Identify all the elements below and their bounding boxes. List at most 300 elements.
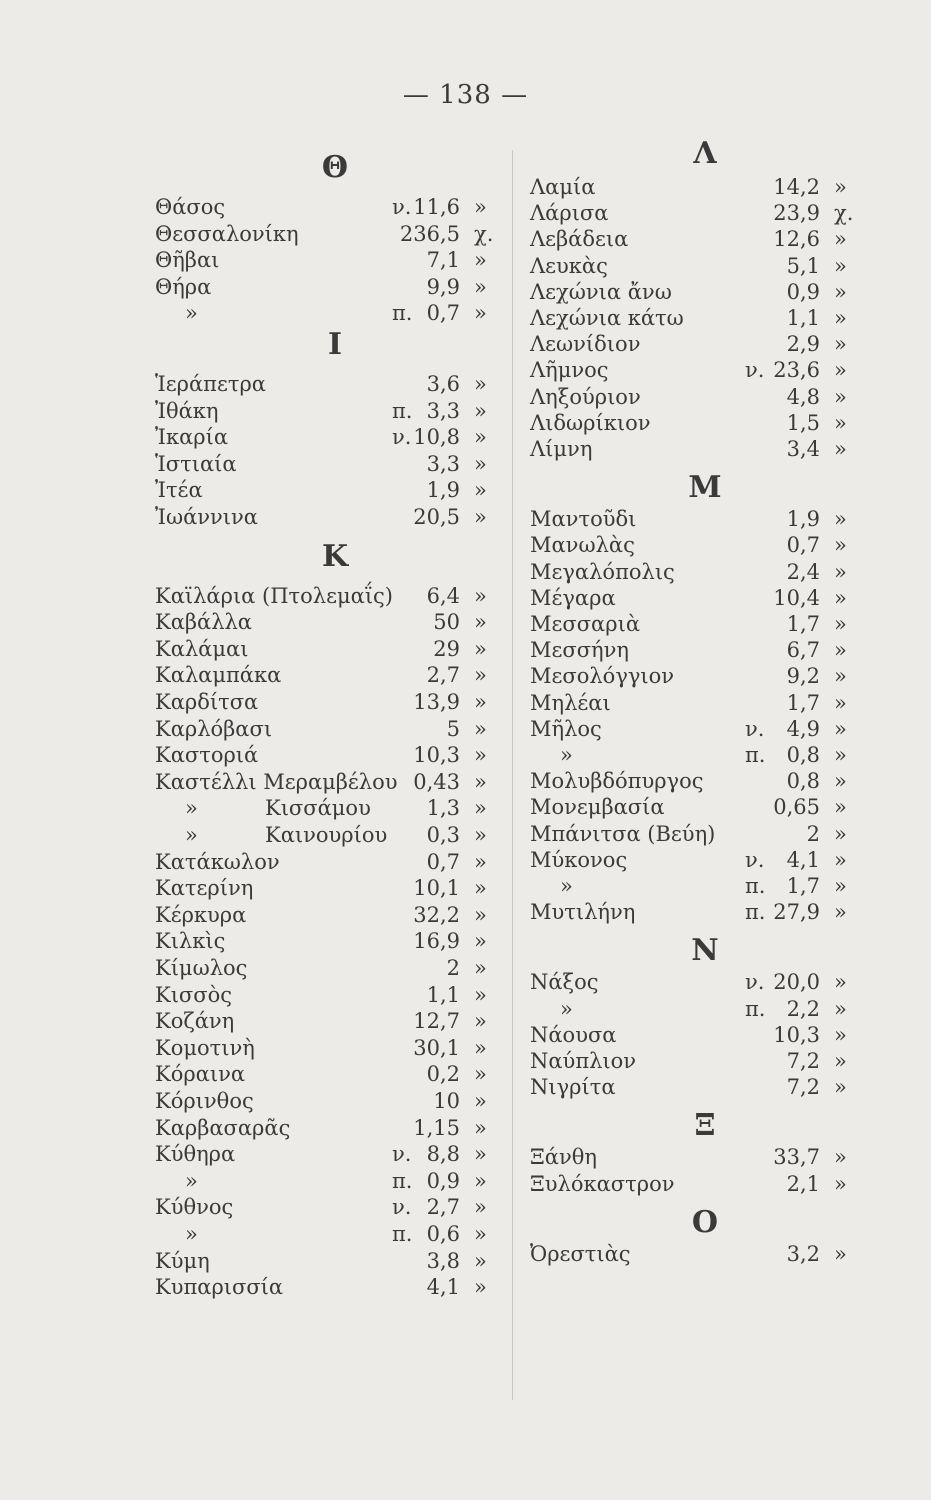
- population-value: 1,9: [786, 507, 820, 532]
- unit-mark: »: [834, 638, 847, 663]
- unit-mark: »: [474, 1009, 487, 1034]
- population-value: 1,5: [786, 410, 820, 435]
- unit-mark: »: [834, 437, 847, 461]
- index-entry: [530, 226, 890, 252]
- index-entry: [530, 410, 890, 436]
- place-name: Ναύπλιον: [530, 1049, 637, 1073]
- place-name: Μονεμβασία: [530, 795, 665, 820]
- unit-mark: »: [474, 823, 487, 847]
- population-value: 3,8: [426, 1248, 460, 1273]
- place-name: Θάσος: [155, 195, 226, 219]
- unit-mark: »: [474, 505, 487, 529]
- index-entry: [155, 742, 510, 768]
- index-entry: [155, 1088, 510, 1114]
- place-name: Ληξούριον: [530, 384, 641, 409]
- index-entry: [530, 279, 890, 305]
- unit-mark: »: [474, 451, 487, 476]
- index-entry: [155, 504, 510, 530]
- population-value: 10,3: [413, 743, 460, 768]
- place-name: Μυτιλήνη: [530, 900, 636, 925]
- population-value: 0,9: [786, 279, 820, 304]
- index-entry: [530, 969, 890, 995]
- unit-mark: »: [834, 970, 847, 995]
- unit-mark: »: [474, 956, 487, 980]
- place-name: Καρδίτσα: [155, 690, 259, 714]
- place-name: Μεσσήνη: [530, 638, 629, 663]
- unit-mark: »: [474, 398, 487, 423]
- section-letter: Ξ: [694, 1108, 716, 1144]
- index-entry: [530, 899, 890, 925]
- place-name: Λεωνίδιον: [530, 332, 641, 357]
- index-entry: [155, 769, 510, 795]
- index-entry: [530, 1144, 890, 1170]
- place-name: Μεσσαριὰ: [530, 612, 640, 636]
- population-value: 2,7: [426, 663, 460, 688]
- place-name: Κατάκωλον: [155, 849, 280, 874]
- place-name: Ἰκαρία: [155, 425, 229, 450]
- population-value: 2,7: [426, 1195, 460, 1220]
- unit-mark: »: [834, 384, 847, 409]
- unit-mark: »: [834, 332, 847, 357]
- index-entry: [530, 1022, 890, 1048]
- index-entry: [530, 331, 890, 357]
- island-port-mark: ν.: [745, 358, 765, 383]
- place-name: Κύθνος: [155, 1195, 234, 1220]
- population-value: 2,9: [786, 332, 820, 357]
- population-value: 2,1: [786, 1171, 820, 1196]
- place-name: »: [185, 1222, 198, 1246]
- index-entry: [155, 398, 510, 424]
- place-name: Μῆλος: [530, 716, 602, 741]
- place-name: Καστοριά: [155, 743, 259, 768]
- place-name: Θῆβαι: [155, 248, 220, 273]
- population-value: 1,1: [786, 306, 820, 330]
- index-entry: [155, 274, 510, 300]
- population-value: 6,7: [786, 638, 820, 663]
- unit-mark: »: [834, 821, 847, 846]
- index-entry: [155, 1168, 510, 1194]
- unit-mark: »: [474, 743, 487, 768]
- index-entry: [530, 532, 890, 558]
- unit-mark: »: [834, 716, 847, 741]
- population-value: 0,2: [426, 1062, 460, 1087]
- place-name: Μαντοῦδι: [530, 507, 637, 532]
- unit-mark: »: [474, 195, 487, 219]
- index-entry: [155, 662, 510, 688]
- place-name: »: [185, 301, 198, 326]
- unit-mark: »: [474, 982, 487, 1007]
- index-entry: [155, 875, 510, 901]
- population-value: 2: [806, 821, 820, 846]
- population-value: 4,1: [786, 847, 820, 872]
- place-name: Λεχώνια ἄνω: [530, 279, 672, 304]
- unit-mark: »: [834, 743, 847, 767]
- population-value: 0,7: [426, 849, 460, 874]
- unit-mark: »: [474, 1222, 487, 1246]
- index-entry: [530, 200, 890, 226]
- population-value: 2: [446, 956, 460, 980]
- unit-mark: χ.: [474, 221, 494, 246]
- index-entry: [155, 1115, 510, 1141]
- index-entry: [530, 1074, 890, 1100]
- unit-mark: »: [834, 900, 847, 925]
- population-value: 0,8: [786, 743, 820, 767]
- unit-mark: »: [474, 1275, 487, 1300]
- place-name: Κόρινθος: [155, 1089, 254, 1113]
- section-letter: Θ: [321, 150, 349, 185]
- island-port-mark: ν.: [392, 195, 412, 219]
- place-name: Ὀρεστιὰς: [530, 1241, 631, 1266]
- unit-mark: »: [834, 612, 847, 636]
- index-entry: [155, 1141, 510, 1167]
- index-entry: [155, 982, 510, 1008]
- population-value: 7,2: [786, 1049, 820, 1073]
- place-name: Κοζάνη: [155, 1009, 235, 1034]
- unit-mark: »: [474, 301, 487, 326]
- index-entry: [155, 1008, 510, 1034]
- section-letter: Μ: [688, 470, 722, 506]
- population-value: 27,9: [773, 900, 820, 925]
- index-entry: [530, 847, 890, 873]
- unit-mark: »: [834, 410, 847, 435]
- place-name: Κύθηρα: [155, 1142, 236, 1167]
- place-name: »: [185, 796, 198, 821]
- population-value: 30,1: [413, 1035, 460, 1060]
- unit-mark: χ.: [834, 201, 854, 226]
- population-value: 236,5: [399, 221, 460, 246]
- unit-mark: »: [474, 1142, 487, 1167]
- index-entry: [155, 609, 510, 635]
- index-entry: [155, 716, 510, 742]
- island-port-mark: ν.: [392, 425, 412, 450]
- index-entry: [155, 1248, 510, 1274]
- unit-mark: »: [834, 690, 847, 715]
- unit-mark: »: [474, 478, 487, 503]
- place-name: Μεγαλόπολις: [530, 559, 675, 584]
- index-entry: [155, 477, 510, 503]
- place-name: Θεσσαλονίκη: [155, 221, 299, 246]
- place-name: Λιδωρίκιον: [530, 410, 651, 435]
- place-name: Κατερίνη: [155, 876, 254, 901]
- population-value: 3,3: [426, 398, 460, 423]
- unit-mark: »: [834, 664, 847, 689]
- index-entry: [530, 663, 890, 689]
- index-entry: [155, 1194, 510, 1220]
- section-letter: Ο: [691, 1204, 719, 1240]
- place-name: Ξυλόκαστρον: [530, 1171, 675, 1196]
- index-entry: [155, 1274, 510, 1300]
- index-entry: [155, 822, 510, 848]
- unit-mark: »: [474, 1195, 487, 1220]
- unit-mark: »: [474, 583, 487, 608]
- population-value: 6,4: [426, 583, 460, 608]
- place-name: »: [185, 823, 198, 847]
- island-port-mark: π.: [745, 900, 766, 925]
- place-name: Μεσολόγγιον: [530, 664, 675, 689]
- island-port-mark: π.: [745, 996, 766, 1021]
- population-value: 2,2: [786, 996, 820, 1021]
- population-value: 7,1: [426, 248, 460, 273]
- place-name: Λεχώνια κάτω: [530, 306, 684, 330]
- population-value: 13,9: [413, 690, 460, 714]
- population-value: 1,7: [786, 874, 820, 898]
- unit-mark: »: [474, 663, 487, 688]
- population-value: 0,3: [426, 823, 460, 847]
- place-name: Μανωλὰς: [530, 533, 635, 558]
- place-name: Καλαμπάκα: [155, 663, 282, 688]
- place-name: Λίμνη: [530, 437, 593, 461]
- unit-mark: »: [474, 929, 487, 954]
- population-value: 3,4: [786, 437, 820, 461]
- population-value: 4,1: [426, 1275, 460, 1300]
- population-value: 14,2: [773, 175, 820, 199]
- unit-mark: »: [474, 372, 487, 396]
- population-value: 0,8: [786, 769, 820, 794]
- index-entry: [155, 247, 510, 273]
- index-entry: [155, 1221, 510, 1247]
- place-name: Νάξος: [530, 970, 599, 995]
- section-letter: Κ: [321, 538, 349, 574]
- section-letter: Ι: [327, 327, 343, 362]
- population-value: 4,9: [786, 716, 820, 741]
- population-value: 5: [446, 716, 460, 741]
- index-entry: [155, 583, 510, 609]
- population-value: 9,9: [426, 274, 460, 299]
- population-value: 2,4: [786, 559, 820, 584]
- population-value: 1,15: [413, 1115, 460, 1140]
- unit-mark: »: [834, 279, 847, 304]
- unit-mark: »: [474, 1089, 487, 1113]
- index-entry: [155, 424, 510, 450]
- place-name: Κίμωλος: [155, 956, 248, 980]
- population-value: 3,6: [426, 372, 460, 396]
- place-name: Καρλόβασι: [155, 716, 273, 741]
- index-entry: [530, 305, 890, 331]
- index-entry: [530, 357, 890, 383]
- unit-mark: »: [834, 847, 847, 872]
- index-entry: [530, 873, 890, 899]
- unit-mark: »: [474, 876, 487, 901]
- place-name: Λαμία: [530, 175, 596, 199]
- place-name: Ἱστιαία: [155, 451, 237, 476]
- island-port-mark: ν.: [745, 716, 765, 741]
- index-entry: [530, 637, 890, 663]
- index-entry: [155, 955, 510, 981]
- unit-mark: »: [474, 769, 487, 794]
- unit-mark: »: [474, 1168, 487, 1193]
- population-value: 16,9: [413, 929, 460, 954]
- section-letter: Ν: [691, 933, 719, 969]
- island-port-mark: ν.: [745, 970, 765, 995]
- population-value: 0,6: [426, 1222, 460, 1246]
- population-value: 1,9: [426, 478, 460, 503]
- population-value: 5,1: [786, 253, 820, 278]
- unit-mark: »: [834, 507, 847, 532]
- place-name: Ἰτέα: [155, 478, 203, 503]
- place-name: Κιλκὶς: [155, 929, 226, 954]
- place-name: »: [185, 1168, 198, 1193]
- index-entry: [155, 221, 510, 247]
- population-value: 4,8: [786, 384, 820, 409]
- unit-mark: »: [834, 559, 847, 584]
- place-name: Λῆμνος: [530, 358, 609, 383]
- population-value: 50: [433, 610, 460, 635]
- index-entry: [530, 174, 890, 200]
- index-entry: [155, 1035, 510, 1061]
- place-name: Λεβάδεια: [530, 227, 629, 252]
- place-name-sub: Κισσάμου: [265, 796, 371, 821]
- index-entry: [530, 585, 890, 611]
- place-name: Κισσὸς: [155, 982, 232, 1007]
- place-name: Ξάνθη: [530, 1145, 597, 1170]
- island-port-mark: ν.: [392, 1142, 412, 1167]
- place-name: Κέρκυρα: [155, 902, 247, 927]
- unit-mark: »: [834, 1145, 847, 1170]
- index-entry: [530, 559, 890, 585]
- section-letter: Λ: [693, 136, 717, 171]
- index-entry: [155, 795, 510, 821]
- place-name: Κυπαρισσία: [155, 1275, 284, 1300]
- population-value: 10,8: [413, 425, 460, 450]
- unit-mark: »: [834, 795, 847, 820]
- place-name: Καστέλλι Μεραμβέλου: [155, 769, 398, 794]
- index-entry: [530, 716, 890, 742]
- place-name: Ἰθάκη: [155, 398, 219, 423]
- place-name: »: [560, 874, 573, 898]
- index-entry: [155, 451, 510, 477]
- unit-mark: »: [474, 849, 487, 874]
- island-port-mark: π.: [392, 301, 413, 326]
- unit-mark: »: [474, 636, 487, 661]
- index-entry: [530, 1241, 890, 1267]
- index-entry: [530, 690, 890, 716]
- place-name: Καβάλλα: [155, 610, 252, 635]
- population-value: 11,6: [413, 195, 460, 219]
- population-value: 8,8: [426, 1142, 460, 1167]
- index-entry: [155, 300, 510, 326]
- index-entry: [530, 996, 890, 1022]
- unit-mark: »: [474, 248, 487, 273]
- unit-mark: »: [834, 1049, 847, 1073]
- unit-mark: »: [474, 425, 487, 450]
- population-value: 20,0: [773, 970, 820, 995]
- place-name: Καρβασαρᾶς: [155, 1115, 291, 1140]
- unit-mark: »: [834, 585, 847, 610]
- unit-mark: »: [474, 1115, 487, 1140]
- population-value: 10: [433, 1089, 460, 1113]
- island-port-mark: ν.: [392, 1195, 412, 1220]
- population-value: 3,3: [426, 451, 460, 476]
- population-value: 0,9: [426, 1168, 460, 1193]
- population-value: 23,9: [773, 201, 820, 226]
- population-value: 29: [433, 636, 460, 661]
- index-entry: [530, 506, 890, 532]
- index-entry: [155, 371, 510, 397]
- island-port-mark: π.: [392, 1222, 413, 1246]
- index-entry: [155, 849, 510, 875]
- unit-mark: »: [834, 533, 847, 558]
- population-value: 7,2: [786, 1075, 820, 1100]
- population-value: 33,7: [773, 1145, 820, 1170]
- place-name: Λάρισα: [530, 201, 609, 226]
- place-name: Κομοτινὴ: [155, 1035, 255, 1060]
- index-entry: [530, 742, 890, 768]
- population-value: 0,43: [413, 769, 460, 794]
- column-divider: [512, 150, 513, 1400]
- place-name: Θήρα: [155, 274, 212, 299]
- index-entry: [155, 689, 510, 715]
- index-entry: [155, 636, 510, 662]
- index-entry: [530, 384, 890, 410]
- unit-mark: »: [834, 1075, 847, 1100]
- place-name: Μπάνιτσα (Βεύη): [530, 821, 716, 846]
- place-name: Κύμη: [155, 1248, 210, 1273]
- index-entry: [530, 1048, 890, 1074]
- population-value: 0,65: [773, 795, 820, 820]
- index-entry: [530, 821, 890, 847]
- index-entry: [530, 768, 890, 794]
- population-value: 12,7: [413, 1009, 460, 1034]
- population-value: 1,1: [426, 982, 460, 1007]
- unit-mark: »: [474, 274, 487, 299]
- place-name: Νάουσα: [530, 1022, 617, 1047]
- unit-mark: »: [474, 1062, 487, 1087]
- unit-mark: »: [474, 902, 487, 927]
- population-value: 12,6: [773, 227, 820, 252]
- island-port-mark: π.: [745, 743, 766, 767]
- index-entry: [155, 1061, 510, 1087]
- unit-mark: »: [834, 175, 847, 199]
- place-name: Μέγαρα: [530, 585, 616, 610]
- place-name: Ἰωάννινα: [155, 505, 258, 529]
- population-value: 9,2: [786, 664, 820, 689]
- population-value: 0,7: [786, 533, 820, 558]
- island-port-mark: π.: [392, 398, 413, 423]
- population-value: 10,3: [773, 1022, 820, 1047]
- population-value: 0,7: [426, 301, 460, 326]
- place-name: Μηλέαι: [530, 690, 611, 715]
- unit-mark: »: [834, 1022, 847, 1047]
- population-value: 1,7: [786, 612, 820, 636]
- unit-mark: »: [474, 1035, 487, 1060]
- unit-mark: »: [834, 996, 847, 1021]
- unit-mark: »: [834, 358, 847, 383]
- place-name: Ἱεράπετρα: [155, 372, 266, 396]
- index-entry: [155, 928, 510, 954]
- unit-mark: »: [834, 306, 847, 330]
- place-name: Μολυβδόπυργος: [530, 769, 704, 794]
- index-entry: [530, 1171, 890, 1197]
- unit-mark: »: [474, 690, 487, 714]
- place-name: Νιγρίτα: [530, 1075, 616, 1100]
- island-port-mark: ν.: [745, 847, 765, 872]
- island-port-mark: π.: [745, 874, 766, 898]
- place-name: Λευκὰς: [530, 253, 608, 278]
- population-value: 23,6: [773, 358, 820, 383]
- index-entry: [155, 902, 510, 928]
- population-value: 3,2: [786, 1241, 820, 1266]
- place-name: Καλάμαι: [155, 636, 249, 661]
- unit-mark: »: [834, 1171, 847, 1196]
- population-value: 1,7: [786, 690, 820, 715]
- population-value: 32,2: [413, 902, 460, 927]
- index-entry: [530, 794, 890, 820]
- unit-mark: »: [474, 1248, 487, 1273]
- population-value: 10,1: [413, 876, 460, 901]
- population-value: 20,5: [413, 505, 460, 529]
- population-value: 1,3: [426, 796, 460, 821]
- place-name: Κόραινα: [155, 1062, 246, 1087]
